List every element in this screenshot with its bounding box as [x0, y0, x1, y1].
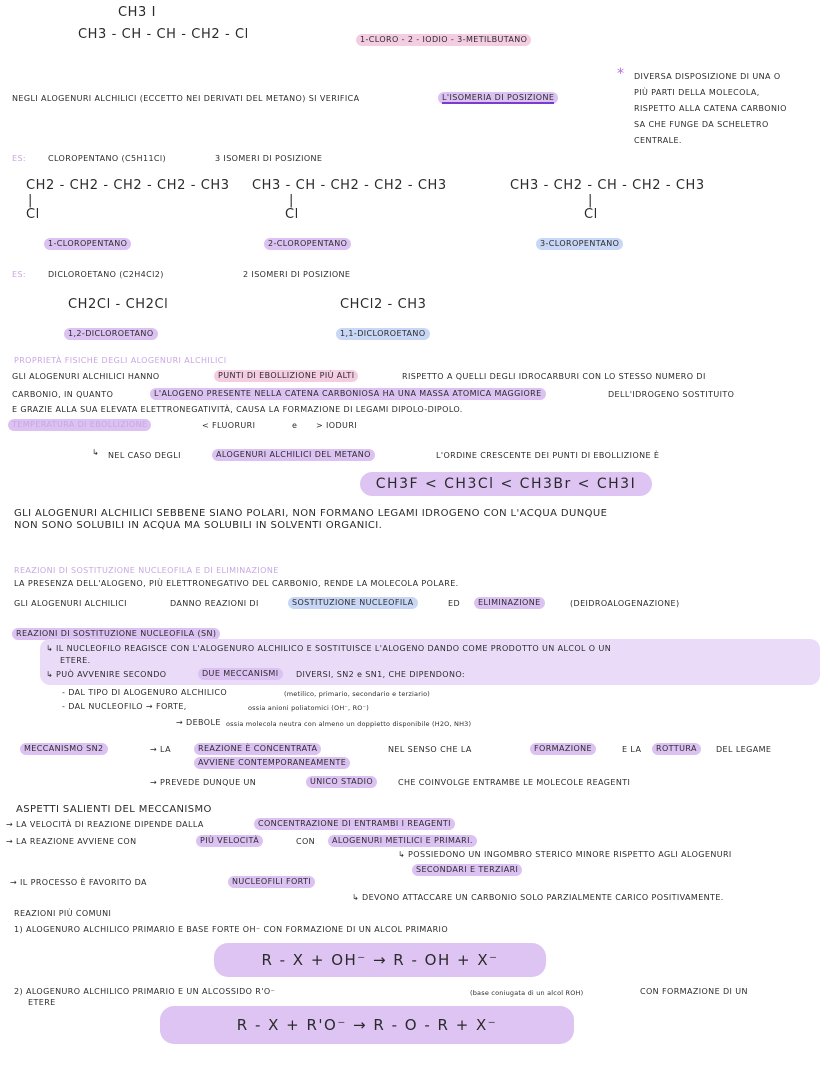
properties-iodides: > IODURI — [316, 421, 358, 430]
methane-text-b: L'ORDINE CRESCENTE DEI PUNTI DI EBOLLIZIONE È — [436, 451, 660, 460]
common-reactions-title: REAZIONI PIÙ COMUNI — [14, 909, 112, 918]
bond-line: | — [28, 193, 33, 208]
isomerism-note-3: RISPETTO ALLA CATENA CARBONIO — [634, 104, 787, 113]
solubility-line2: NON SONO SOLUBILI IN ACQUA MA SOLUBILI IN SOLVENTI ORGANICI. — [14, 520, 383, 531]
isomerism-highlight: L'ISOMERIA DI POSIZIONE — [438, 92, 558, 104]
sn2-rupture: ROTTURA — [652, 743, 701, 755]
isomer-substituent: Cl — [26, 207, 40, 222]
reaction-1-equation: R - X + OH⁻ → R - OH + X⁻ — [214, 943, 546, 977]
isomer-formula: CH2 - CH2 - CH2 - CH2 - CH3 — [26, 178, 230, 193]
isomerism-text: NEGLI ALOGENURI ALCHILICI (ECCETTO NEI DERIVATI DEL METANO) SI VERIFICA — [12, 94, 360, 103]
sn2-mechanism-title: MECCANISMO SN2 — [20, 743, 108, 755]
aspect-5-highlight: NUCLEOFILI FORTI — [228, 876, 315, 888]
isomer-name: 2-CLOROPENTANO — [264, 238, 351, 250]
example2-count: 2 ISOMERI DI POSIZIONE — [243, 270, 351, 279]
star-icon: * — [617, 66, 625, 82]
sn2-single-step: UNICO STADIO — [306, 776, 377, 788]
example2-title: DICLOROETANO (C2H4Cl2) — [48, 270, 164, 279]
top-chain-formula: CH3 - CH - CH - CH2 - Cl — [78, 27, 249, 42]
isomerism-note-1: DIVERSA DISPOSIZIONE DI UNA O — [634, 72, 781, 81]
isomer-name: 3-CLOROPENTANO — [536, 238, 623, 250]
reactions-line1: LA PRESENZA DELL'ALOGENO, PIÙ ELETTRONEGATIVO DEL CARBONIO, RENDE LA MOLECOLA POLARE. — [14, 579, 459, 588]
dependency-3-note: ossia molecola neutra con almeno un doppietto disponibile (H2O, NH3) — [226, 720, 472, 728]
sn2-line1-highlight: REAZIONE È CONCENTRATA — [194, 743, 321, 755]
example1-label: ES: — [12, 154, 27, 163]
dependency-2-note: ossia anioni poliatomici (OH⁻, RO⁻) — [248, 704, 369, 712]
isomerism-note-5: CENTRALE. — [634, 136, 682, 145]
sn2-line1-b: NEL SENSO CHE LA — [388, 745, 472, 754]
sn-title: REAZIONI DI SOSTITUZIONE NUCLEOFILA (SN) — [12, 628, 220, 640]
methane-text-a: NEL CASO DEGLI — [108, 451, 181, 460]
dependency-1-note: (metilico, primario, secondario e terziario) — [284, 690, 430, 698]
properties-line2-b: DELL'IDROGENO SOSTITUITO — [608, 390, 735, 399]
dependency-2: - DAL NUCLEOFILO → FORTE, — [62, 702, 187, 711]
isomer-formula: CH2Cl - CH2Cl — [68, 297, 169, 312]
sn-line2-highlight: DUE MECCANISMI — [198, 668, 283, 680]
isomer-substituent: Cl — [584, 207, 598, 222]
sn2-simultaneous: AVVIENE CONTEMPORANEAMENTE — [194, 757, 350, 769]
sn2-formation: FORMAZIONE — [530, 743, 596, 755]
arrow-icon: ↳ — [92, 448, 100, 457]
isomer-formula: CHCl2 - CH3 — [340, 297, 427, 312]
reactions-line2-elim: ELIMINAZIONE — [474, 597, 545, 609]
aspect-6: ↳ DEVONO ATTACCARE UN CARBONIO SOLO PARZIALMENTE CARICO POSITIVAMENTE. — [352, 893, 724, 902]
dependency-3: → DEBOLE — [176, 718, 221, 727]
aspect-2-highlight-2: ALOGENURI METILICI E PRIMARI. — [328, 835, 477, 847]
sn-line1-cont: ETERE. — [60, 656, 91, 665]
boiling-order-formula: CH3F < CH3Cl < CH3Br < CH3I — [360, 472, 652, 496]
aspect-1-highlight: CONCENTRAZIONE DI ENTRAMBI I REAGENTI — [254, 818, 455, 830]
reactions-line2-b: DANNO REAZIONI DI — [170, 599, 259, 608]
aspect-3: ↳ POSSIEDONO UN INGOMBRO STERICO MINORE RISPETTO AGLI ALOGENURI — [398, 850, 732, 859]
properties-and: e — [292, 421, 298, 430]
reaction-1-text: 1) ALOGENURO ALCHILICO PRIMARIO E BASE FORTE OH⁻ CON FORMAZIONE DI UN ALCOL PRIMARIO — [14, 925, 449, 934]
properties-boiling-label: TEMPERATURA DI EBOLLIZIONE — [8, 419, 151, 431]
reactions-line2-c: (DEIDROALOGENAZIONE) — [570, 599, 680, 608]
reaction-2-text-c: ETERE — [28, 998, 56, 1007]
example1-count: 3 ISOMERI DI POSIZIONE — [215, 154, 323, 163]
reactions-line2-ed: ED — [448, 599, 461, 608]
properties-line2-a: CARBONIO, IN QUANTO — [12, 390, 114, 399]
sn2-line1-a: → LA — [150, 745, 171, 754]
reaction-2-text: 2) ALOGENURO ALCHILICO PRIMARIO E UN ALCOSSIDO R'O⁻ — [14, 987, 276, 996]
properties-line1-b: RISPETTO A QUELLI DEGLI IDROCARBURI CON LO STESSO NUMERO DI — [402, 372, 706, 381]
example2-label: ES: — [12, 270, 27, 279]
reaction-2-note: (base coniugata di un alcol ROH) — [470, 989, 584, 997]
isomerism-note-4: SA CHE FUNGE DA SCHELETRO — [634, 120, 769, 129]
properties-line2-highlight: L'ALOGENO PRESENTE NELLA CATENA CARBONIOSA HA UNA MASSA ATOMICA MAGGIORE — [150, 388, 546, 400]
properties-line3: E GRAZIE ALLA SUA ELEVATA ELETTRONEGATIVITÀ, CAUSA LA FORMAZIONE DI LEGAMI DIPOLO-DIPOLO. — [12, 405, 463, 414]
aspect-1-a: → LA VELOCITÀ DI REAZIONE DIPENDE DALLA — [6, 820, 204, 829]
aspect-2-b: CON — [296, 837, 316, 846]
isomer-substituent: Cl — [285, 207, 299, 222]
reaction-2-text-b: CON FORMAZIONE DI UN — [640, 987, 748, 996]
top-compound-name: 1-CLORO - 2 - IODIO - 3-METILBUTANO — [356, 34, 531, 46]
dependency-1: - DAL TIPO DI ALOGENURO ALCHILICO — [62, 688, 228, 697]
reactions-line2-a: GLI ALOGENURI ALCHILICI — [14, 599, 127, 608]
aspect-5-a: → IL PROCESSO È FAVORITO DA — [10, 878, 147, 887]
aspect-2-a: → LA REAZIONE AVVIENE CON — [6, 837, 137, 846]
properties-line1-a: GLI ALOGENURI ALCHILICI HANNO — [12, 372, 160, 381]
sn-line2-a: ↳ PUÒ AVVENIRE SECONDO — [46, 670, 167, 679]
reactions-heading: REAZIONI DI SOSTITUZIONE NUCLEOFILA E DI ELIMINAZIONE — [14, 566, 279, 575]
bond-line: | — [289, 193, 294, 208]
properties-fluorides: < FLUORURI — [202, 421, 256, 430]
isomer-formula: CH3 - CH2 - CH - CH2 - CH3 — [510, 178, 705, 193]
sn-line1: ↳ IL NUCLEOFILO REAGISCE CON L'ALOGENURO ALCHILICO E SOSTITUISCE L'ALOGENO DANDO COME PRODOTTO UN ALCOL O UN — [46, 644, 612, 653]
isomer-formula: CH3 - CH - CH2 - CH2 - CH3 — [252, 178, 447, 193]
isomer-name: 1,2-DICLOROETANO — [64, 328, 158, 340]
isomer-name: 1,1-DICLOROETANO — [336, 328, 430, 340]
properties-line1-highlight: PUNTI DI EBOLLIZIONE PIÙ ALTI — [214, 370, 358, 382]
aspect-4: SECONDARI E TERZIARI — [412, 864, 522, 876]
aspects-title: ASPETTI SALIENTI DEL MECCANISMO — [16, 804, 212, 815]
isomerism-note-2: PIÙ PARTI DELLA MOLECOLA, — [634, 88, 760, 97]
bond-line: | — [588, 193, 593, 208]
aspect-2-highlight: PIÙ VELOCITÀ — [196, 835, 263, 847]
example1-title: CLOROPENTANO (C5H11Cl) — [48, 154, 167, 163]
properties-heading: PROPRIETÀ FISICHE DEGLI ALOGENURI ALCHILICI — [14, 356, 227, 365]
methane-highlight: ALOGENURI ALCHILICI DEL METANO — [212, 449, 375, 461]
solubility-line1: GLI ALOGENURI ALCHILICI SEBBENE SIANO POLARI, NON FORMANO LEGAMI IDROGENO CON L'ACQUA DUNQUE — [14, 508, 608, 519]
reactions-line2-sub: SOSTITUZIONE NUCLEOFILA — [288, 597, 418, 609]
sn2-line1-c: E LA — [622, 745, 642, 754]
sn2-line3-b: CHE COINVOLGE ENTRAMBE LE MOLECOLE REAGENTI — [398, 778, 631, 787]
isomer-name: 1-CLOROPENTANO — [44, 238, 131, 250]
sn-line2-b: DIVERSI, SN2 e SN1, CHE DIPENDONO: — [296, 670, 466, 679]
reaction-2-equation: R - X + R'O⁻ → R - O - R + X⁻ — [160, 1006, 574, 1044]
sn2-line3-a: → PREVEDE DUNQUE UN — [150, 778, 257, 787]
sn2-line1-d: DEL LEGAME — [716, 745, 772, 754]
top-substituents: CH3 I — [118, 5, 157, 20]
